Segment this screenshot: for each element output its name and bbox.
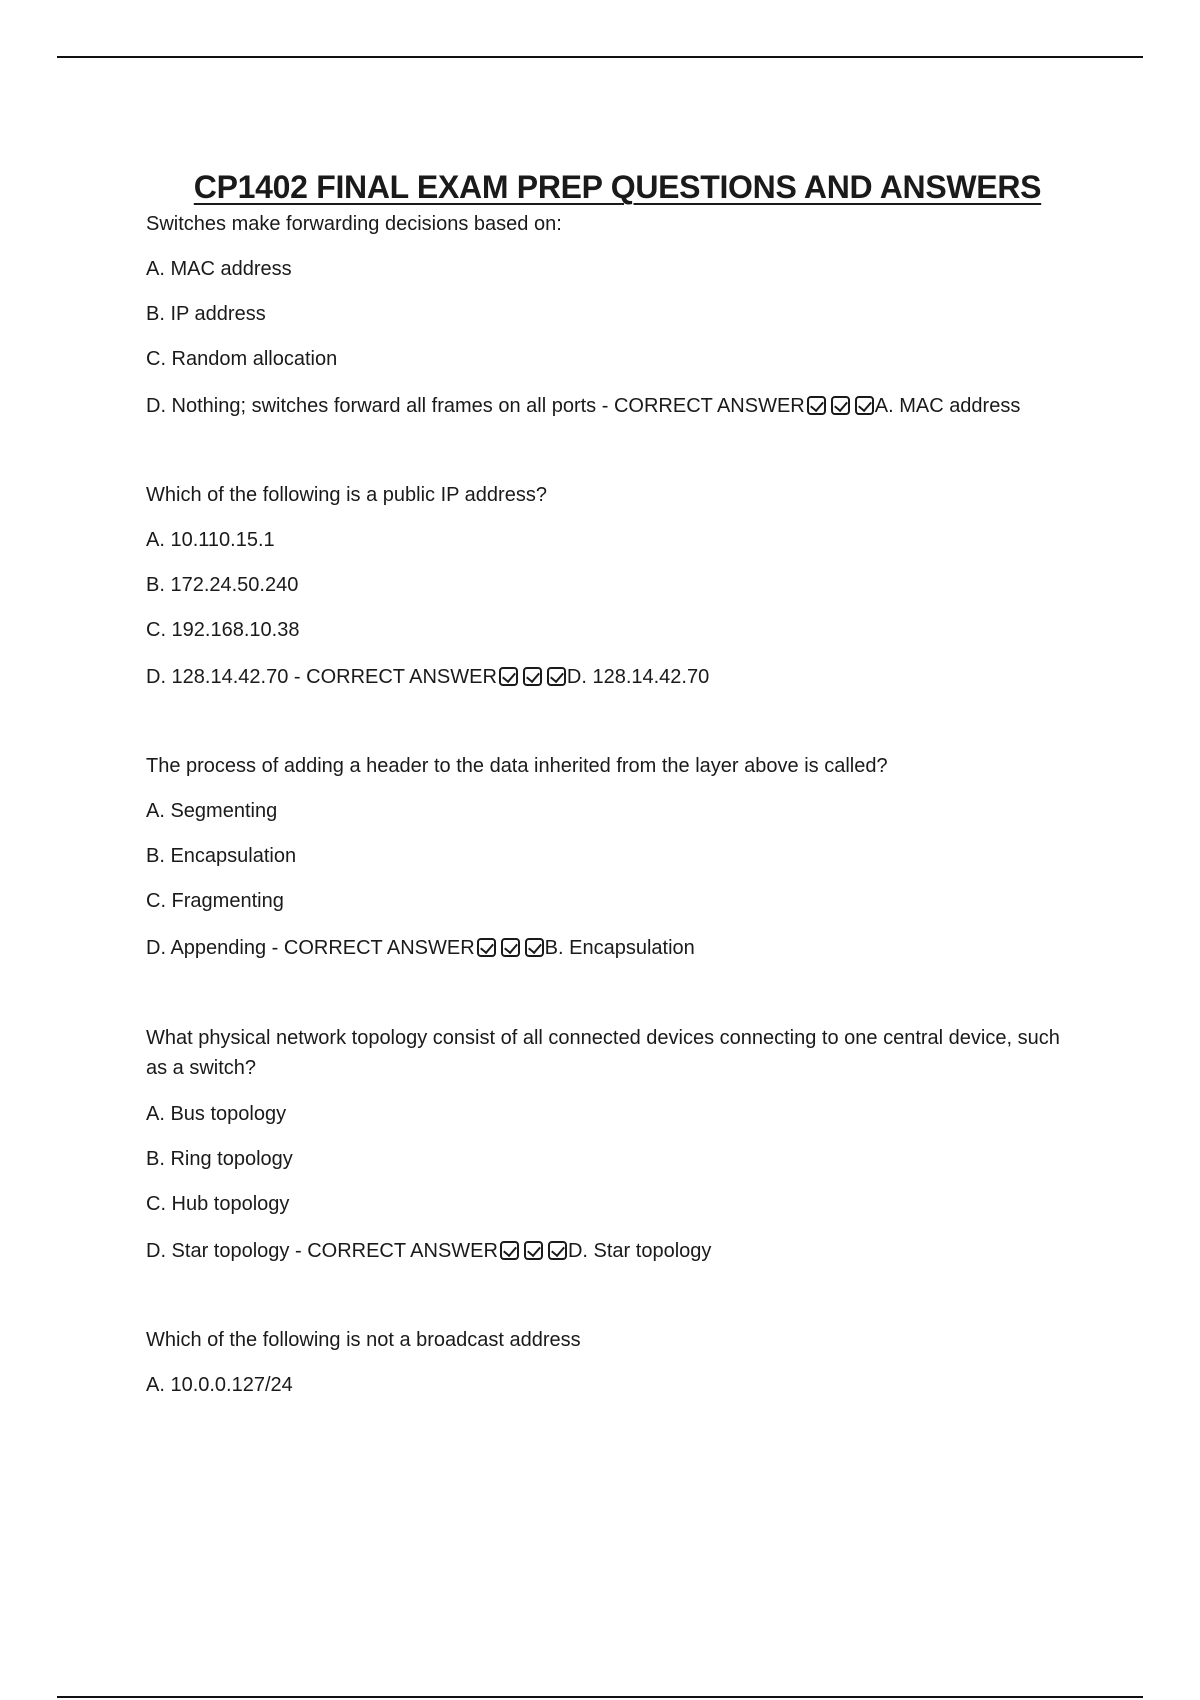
check-icons [498, 1237, 567, 1265]
option: A. MAC address [146, 258, 292, 280]
option: C. Fragmenting [146, 890, 284, 912]
last-option: D. 128.14.42.70 [146, 666, 289, 688]
question-block [146, 752, 1086, 962]
checkbox-checked-icon [525, 938, 544, 957]
check-icons [805, 392, 874, 420]
checkbox-checked-icon [500, 1241, 519, 1260]
option: B. IP address [146, 303, 266, 325]
check-icons [475, 934, 544, 962]
answer-label: - CORRECT ANSWER [601, 395, 805, 417]
option: B. Encapsulation [146, 845, 297, 867]
question-block [146, 1023, 1086, 1265]
option: C. 192.168.10.38 [146, 619, 300, 641]
checkbox-checked-icon [524, 1241, 543, 1260]
footer-rule [57, 1696, 1143, 1698]
answer-line [146, 934, 1086, 962]
question-text: Which of the following is a public IP address? [146, 484, 547, 506]
option: B. 172.24.50.240 [146, 574, 299, 596]
question-text: The process of adding a header to the data inherited from the layer above is called? [146, 755, 888, 777]
question-block [146, 210, 1086, 420]
option: A. 10.0.0.127/24 [146, 1374, 293, 1396]
document-body [146, 210, 1086, 1460]
option: A. 10.110.15.1 [146, 529, 275, 551]
question-text: Switches make forwarding decisions based on: [146, 213, 562, 235]
last-option: D. Appending [146, 937, 267, 959]
checkbox-checked-icon [499, 667, 518, 686]
correct-answer: B. Encapsulation [544, 937, 695, 959]
checkbox-checked-icon [548, 1241, 567, 1260]
question-block [146, 1326, 1086, 1399]
answer-label: - CORRECT ANSWER [294, 1240, 498, 1262]
checkbox-checked-icon [807, 396, 826, 415]
last-option: D. Star topology [146, 1240, 290, 1262]
header-rule [57, 56, 1143, 58]
correct-answer: D. 128.14.42.70 [566, 666, 710, 688]
correct-answer: A. MAC address [874, 395, 1021, 417]
checkbox-checked-icon [501, 938, 520, 957]
last-option: D. Nothing; switches forward all frames on all ports [146, 395, 597, 417]
page-title: CP1402 FINAL EXAM PREP QUESTIONS AND ANSWERS [193, 169, 1042, 206]
answer-label: - CORRECT ANSWER [293, 666, 497, 688]
option: C. Random allocation [146, 348, 338, 370]
answer-line [146, 663, 1086, 691]
check-icons [497, 663, 566, 691]
question-text: What physical network topology consist of all connected devices connecting to one central device, such as a switch? [146, 1027, 1060, 1079]
checkbox-checked-icon [523, 667, 542, 686]
option: A. Segmenting [146, 800, 278, 822]
answer-label: - CORRECT ANSWER [271, 937, 475, 959]
correct-answer: D. Star topology [567, 1240, 712, 1262]
checkbox-checked-icon [477, 938, 496, 957]
checkbox-checked-icon [855, 396, 874, 415]
question-block [146, 481, 1086, 691]
option: C. Hub topology [146, 1193, 290, 1215]
checkbox-checked-icon [831, 396, 850, 415]
option: B. Ring topology [146, 1148, 293, 1170]
checkbox-checked-icon [547, 667, 566, 686]
answer-line [146, 392, 1086, 420]
answer-line [146, 1237, 1086, 1265]
question-text: Which of the following is not a broadcast address [146, 1329, 581, 1351]
option: A. Bus topology [146, 1103, 287, 1125]
